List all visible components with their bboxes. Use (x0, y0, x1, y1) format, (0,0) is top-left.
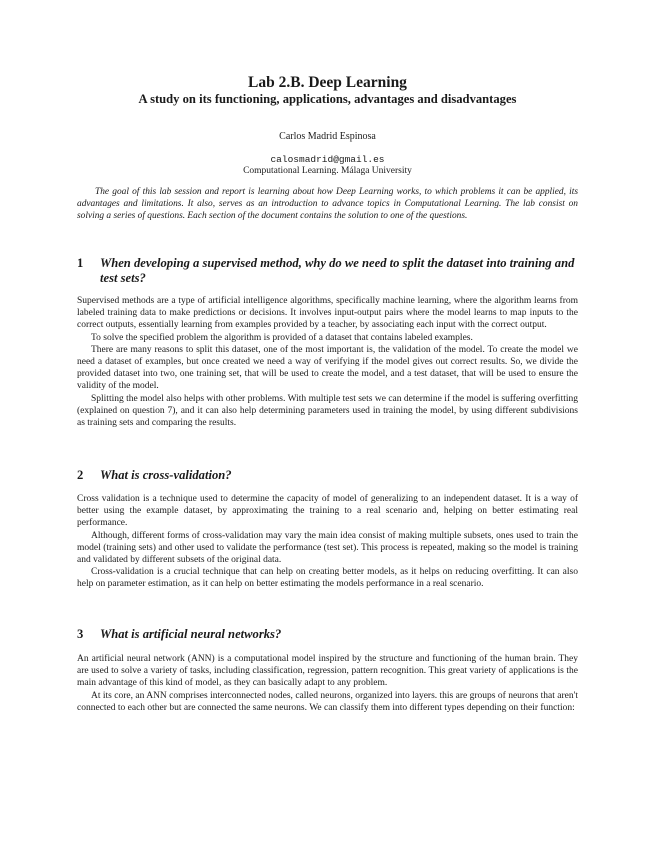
section-2-title: What is cross-validation? (100, 468, 232, 482)
author-email: calosmadrid@gmail.es (270, 154, 385, 165)
section-2-paragraph: Cross-validation is a crucial technique that can help on creating better models, as it helps on reducing overfitting. It can also help on parameter estimation, as it can help on better estimating the models performance in a real scenario. (77, 567, 578, 590)
section-3-heading (77, 627, 578, 642)
section-3-paragraph: At its core, an ANN comprises interconnected nodes, called neurons, organized into layers. this are groups of neurons that aren't connected to each other but are connected the same neurons. We can classify them into different types depending on their function: (77, 690, 578, 713)
section-1-heading (77, 256, 578, 286)
section-3-body (77, 653, 578, 714)
section-1-body (77, 295, 578, 429)
section-3-number: 3 (77, 627, 84, 641)
paper-title: Lab 2.B. Deep Learning (248, 74, 407, 91)
section-1-title: When developing a supervised method, why do we need to split the dataset into training and test sets? (100, 256, 575, 285)
section-1-number: 1 (77, 256, 84, 270)
section-2-body (77, 493, 578, 591)
section-1-paragraph: To solve the specified problem the algorithm is provided of a dataset that contains labeled examples. (91, 332, 473, 343)
abstract: The goal of this lab session and report is learning about how Deep Learning works, to which problems it can be applied, its advantages and limitations. It also, serves as an introduction to advance topics in Computational Learning. The lab consist on solving a series of questions. Each section of the document contains the solution to one of the questions. (77, 187, 578, 222)
section-2-heading (77, 468, 578, 483)
section-2-paragraph: Cross validation is a technique used to determine the capacity of model of generalizing to an independent dataset. It is a way of better using the example dataset, by approximating the training to a real scenario and, helping on better estimating real performance. (77, 494, 578, 529)
section-1-paragraph: Supervised methods are a type of artificial intelligence algorithms, specifically machine learning, where the algorithm learns from labeled training data to make predictions or decisions. It involves input-output pairs where the model learns to map inputs to the correct outputs, essentially learning from examples provided by a teacher, by associating each input with the correct output. (77, 296, 578, 331)
section-2-number: 2 (77, 468, 84, 482)
section-3-paragraph: An artificial neural network (ANN) is a computational model inspired by the structure and functioning of the human brain. They are used to solve a variety of tasks, including classification, regression, pattern recognition. This great variety of applications is the main advantage of this kind of model, as they can basically adapt to any problem. (77, 654, 578, 689)
author-name: Carlos Madrid Espinosa (279, 131, 376, 142)
section-2-paragraph: Although, different forms of cross-validation may vary the main idea consist of making multiple subsets, ones used to train the model (training sets) and other used to validate the performance (test set). This process is repeated, making so the model is training and validated by different subsets of the original data. (77, 530, 578, 566)
section-1-paragraph: There are many reasons to split this dataset, one of the most important is, the validation of the model. To create the model we need a dataset of examples, but once created we need a way of verifying if the model gives out correct results. So, we divide the provided dataset into two, one training set, that will be used to create the model, and a test dataset, that will be used to ensure the validity of the model. (77, 344, 578, 392)
section-1-paragraph: Splitting the model also helps with other problems. With multiple test sets we can determine if the model is suffering overfitting (explained on question 7), and it can also help determining parameters used in training the model, by using different subdivisions as training sets and comparing the results. (77, 393, 578, 429)
paper-subtitle: A study on its functioning, applications, advantages and disadvantages (138, 92, 517, 106)
author-affiliation: Computational Learning. Málaga University (243, 166, 412, 176)
section-3-title: What is artificial neural networks? (100, 627, 282, 641)
